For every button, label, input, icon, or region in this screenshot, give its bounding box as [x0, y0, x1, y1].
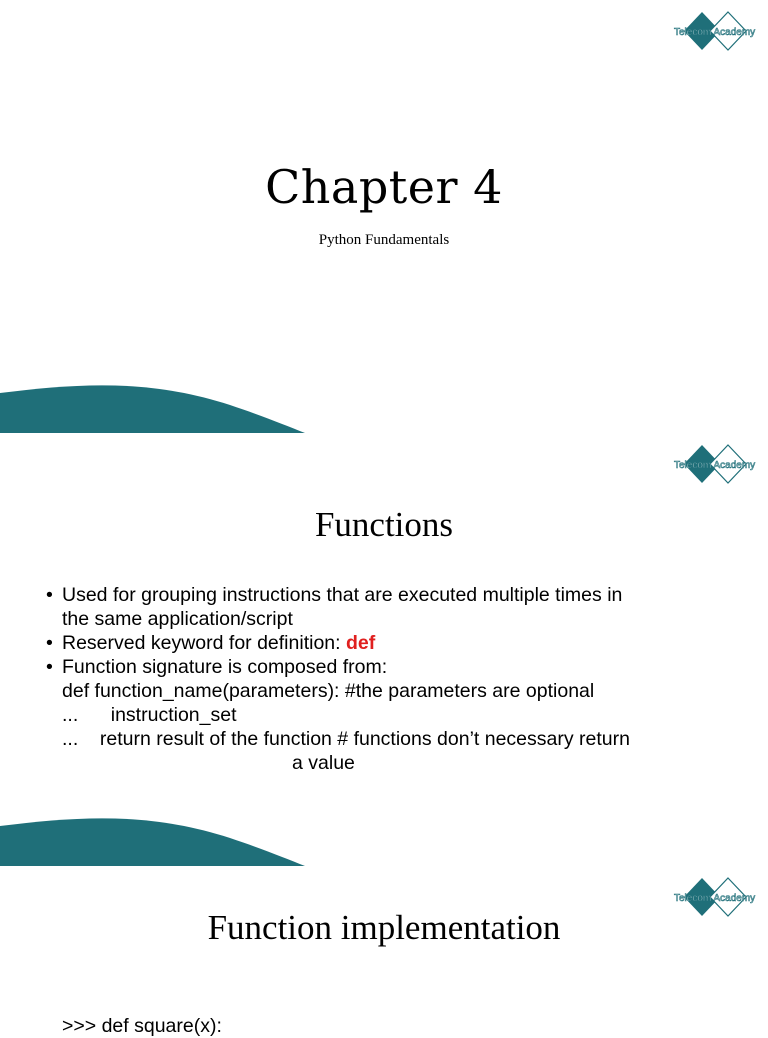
- instruction-line: ... instruction_set: [62, 704, 237, 726]
- logo-diamonds-icon: [672, 443, 758, 485]
- bullet-text: Function signature is composed from:: [62, 656, 388, 678]
- bullet-item: [46, 583, 736, 631]
- bullet-item: [46, 631, 736, 655]
- chapter-title: Chapter 4: [265, 160, 503, 214]
- logo-text: Telecom Academy: [674, 27, 756, 38]
- bullet-dot-icon: •: [46, 584, 53, 606]
- return-line: ... return result of the function # functions don’t necessary return: [62, 728, 630, 750]
- telecom-academy-logo: [672, 10, 758, 52]
- logo-text: Telecom Academy: [674, 460, 756, 471]
- return-line-continued: a value: [292, 752, 355, 774]
- slide-title: Functions: [314, 505, 454, 544]
- slide-functions: [0, 433, 768, 866]
- telecom-academy-logo: [672, 443, 758, 485]
- code-line: >>> def square(x):: [62, 1015, 222, 1037]
- slide-title: Function implementation: [207, 908, 561, 947]
- bullet-list: [46, 583, 736, 775]
- bullet-text: Used for grouping instructions that are executed multiple times in the same application/script: [62, 584, 623, 630]
- bullet-dot-icon: •: [46, 632, 53, 654]
- bullet-item: [46, 655, 736, 679]
- slide-function-implementation: [0, 866, 768, 1037]
- logo-diamonds-icon: [672, 10, 758, 52]
- bullet-text: Reserved keyword for definition: def: [62, 632, 376, 654]
- logo-text: Telecom Academy: [674, 893, 756, 904]
- slide-chapter-4: [0, 0, 768, 433]
- keyword-def: def: [345, 632, 376, 654]
- bullet-dot-icon: •: [46, 656, 53, 678]
- chapter-subtitle: Python Fundamentals: [318, 232, 450, 248]
- signature-line: def function_name(parameters): #the parameters are optional: [62, 680, 595, 702]
- wave-decoration: [0, 818, 310, 866]
- wave-decoration: [0, 385, 310, 433]
